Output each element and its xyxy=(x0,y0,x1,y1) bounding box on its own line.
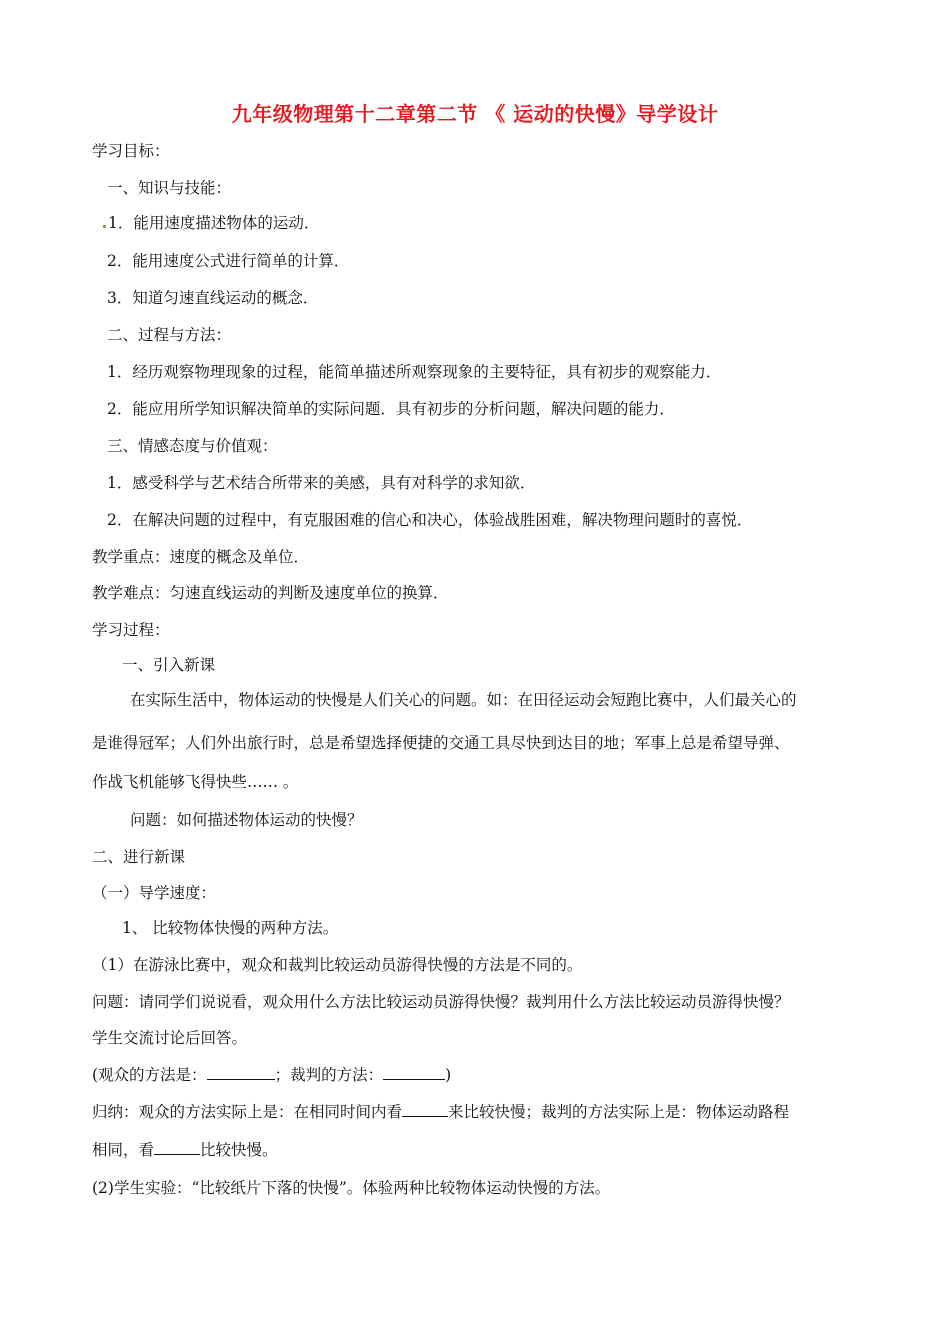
teaching-key-point: 教学重点：速度的概念及单位． xyxy=(92,548,310,566)
answer-blank-time[interactable] xyxy=(154,1139,200,1155)
section-process-methods: 二、过程与方法： xyxy=(107,326,232,344)
item-two-methods: 1、 比较物体快慢的两种方法。 xyxy=(122,919,339,937)
goal-item: 2．在解决问题的过程中，有克服困难的信心和决心，体验战胜困难，解决物理问题时的喜悦． xyxy=(107,511,753,529)
learning-goals-heading: 学习目标： xyxy=(92,142,170,160)
answer-blank-audience[interactable] xyxy=(207,1064,275,1080)
goal-item: 1．感受科学与艺术结合所带来的美感，具有对科学的求知欲． xyxy=(107,474,536,492)
question-line: 问题：如何描述物体运动的快慢？ xyxy=(130,811,363,829)
discussion-line: 学生交流讨论后回答。 xyxy=(92,1029,248,1047)
goal-item: 3．知道匀速直线运动的概念． xyxy=(107,289,319,307)
teaching-difficulty: 教学难点：匀速直线运动的判断及速度单位的换算． xyxy=(92,584,449,602)
goal-item: 2．能用速度公式进行简单的计算． xyxy=(107,252,350,270)
learning-process-heading: 学习过程： xyxy=(92,621,170,639)
goal-item: 2．能应用所学知识解决简单的实际问题．具有初步的分析问题，解决问题的能力． xyxy=(107,400,675,418)
goal-item: 1．能用速度描述物体的运动． xyxy=(103,212,319,234)
paragraph-line: 在实际生活中，物体运动的快慢是人们关心的问题。如：在田径运动会短跑比赛中，人们最关心的 xyxy=(130,691,797,709)
item-swimming: （1）在游泳比赛中，观众和裁判比较运动员游得快慢的方法是不同的。 xyxy=(92,956,583,974)
section-knowledge-skills: 一、知识与技能： xyxy=(107,179,232,197)
experiment-line: (2)学生实验：“比较纸片下落的快慢”。体验两种比较物体运动快慢的方法。 xyxy=(92,1179,611,1197)
paragraph-line: 是谁得冠军；人们外出旅行时，总是希望选择便捷的交通工具尽快到达目的地；军事上总是希望导弹、 xyxy=(92,734,790,752)
document-title: 九年级物理第十二章第二节 《 运动的快慢》导学设计 xyxy=(231,102,719,126)
answer-blank-referee[interactable] xyxy=(383,1064,445,1080)
stray-dot-mark xyxy=(103,225,106,228)
paragraph-line: 作战飞机能够飞得快些…… 。 xyxy=(92,773,299,791)
subsection-speed: （一）导学速度： xyxy=(92,884,217,902)
answer-blank-distance[interactable] xyxy=(402,1101,448,1117)
fill-in-methods: (观众的方法是： ；裁判的方法： ) xyxy=(92,1066,452,1084)
question-line: 问题：请同学们说说看，观众用什么方法比较运动员游得快慢？裁判用什么方法比较运动员游得快慢？ xyxy=(92,993,790,1011)
goal-item: 1．经历观察物理现象的过程，能简单描述所观察现象的主要特征，具有初步的观察能力． xyxy=(107,363,722,381)
section-attitudes-values: 三、情感态度与价值观： xyxy=(107,437,278,455)
section-new-lesson: 二、进行新课 xyxy=(92,848,186,866)
summary-line: 相同，看 比较快慢。 xyxy=(92,1141,278,1159)
summary-line: 归纳：观众的方法实际上是：在相同时间内看 来比较快慢；裁判的方法实际上是：物体运动路程 xyxy=(92,1103,790,1121)
section-intro: 一、引入新课 xyxy=(122,656,216,674)
